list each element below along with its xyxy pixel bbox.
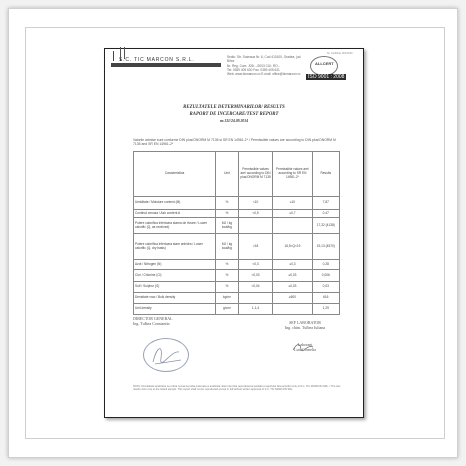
cell: kg/m³ bbox=[216, 293, 239, 304]
table-row bbox=[134, 304, 340, 315]
staple-mark-icon bbox=[120, 47, 125, 59]
cell: 1-1,4 bbox=[238, 304, 273, 315]
table-header-row bbox=[134, 152, 340, 197]
cert-number: Nr. Certificat 10/1/2010 bbox=[327, 52, 353, 55]
cell: MJ / kg kcal/kg bbox=[216, 218, 239, 234]
cert-brand: ALLCERT bbox=[315, 61, 334, 66]
letterhead-bar bbox=[111, 63, 221, 67]
director-signature-block bbox=[133, 317, 173, 326]
cell: % bbox=[216, 270, 239, 282]
director-signature-icon bbox=[149, 340, 185, 370]
cell: ≤0,03 bbox=[273, 270, 312, 282]
cell: ≤0,3 bbox=[273, 260, 312, 270]
col-results: Results bbox=[312, 152, 339, 197]
cell: 7,87 bbox=[312, 197, 339, 210]
director-title: DIRECTOR GENERAL bbox=[133, 316, 173, 321]
lab-head-title: SEF LABORATOR bbox=[289, 320, 321, 325]
cell: ≤10 bbox=[273, 197, 312, 210]
laborant-title: Laborant bbox=[297, 342, 313, 348]
cell: <10 bbox=[238, 197, 273, 210]
table-row bbox=[134, 260, 340, 270]
cell: g/cm³ bbox=[216, 304, 239, 315]
cell: % bbox=[216, 260, 239, 270]
table-row bbox=[134, 293, 340, 304]
cell: 0,006 bbox=[312, 270, 339, 282]
cell: >18 bbox=[238, 234, 273, 260]
test-report-document bbox=[104, 48, 364, 418]
cell: Azot / Nitrogen (N) bbox=[134, 260, 216, 270]
col-characteristic: Caracteristica bbox=[134, 152, 216, 197]
cell: <0,03 bbox=[238, 270, 273, 282]
report-title-line2: RAPORT DE INCERCARE/TEST REPORT bbox=[189, 112, 279, 117]
cell: ≤0,7 bbox=[273, 210, 312, 218]
director-name: Ing. Tulbea Constantin bbox=[133, 320, 170, 326]
cell: 19,13 (4570) bbox=[312, 234, 339, 260]
company-name: S.C. TIC MARCON S.R.L. bbox=[119, 57, 195, 63]
lab-signature-icon bbox=[291, 341, 315, 353]
cell: <0,5 bbox=[238, 210, 273, 218]
cell: ≥600 bbox=[273, 293, 312, 304]
cell: 0,28 bbox=[312, 260, 339, 270]
cell: % bbox=[216, 282, 239, 293]
cell: MJ / kg kcal/kg bbox=[216, 234, 239, 260]
intro-text: Valorile admise sunt conforme DIN plus/ONORM M 7135 si SR EN 14961-2* / Permissible values are according to DIN plus/ONORM M 7135 and SR EN 14961-2* bbox=[133, 138, 336, 147]
cell: <0,04 bbox=[238, 282, 273, 293]
cell: ≤0,03 bbox=[273, 282, 312, 293]
cell: % bbox=[216, 197, 239, 210]
cell: Densitate vrac / Bulk density bbox=[134, 293, 216, 304]
table-row bbox=[134, 270, 340, 282]
lab-head-name: Ing. chim. Tulbea Iuliana bbox=[284, 324, 326, 330]
cell: Unit density bbox=[134, 304, 216, 315]
laborant-name: Luis Cornelia bbox=[294, 346, 316, 352]
cell: Putere calorifica inferioara starea de livrare / Lower calorific (Q, as received) bbox=[134, 218, 216, 234]
cell: 0,47 bbox=[312, 210, 339, 218]
company-address: Sediu: Str. Soseaua Nr. 6, Cod 410100, Oradea, jud. Bihor Nr. Reg. Com: J05/.../2003 CUI: RO... Tel: 0359 405 630 Fax: 0359 405 631 Web: www.ticmarcon.ro E-mail: office@ticmarcon.ro bbox=[227, 55, 302, 77]
table-row bbox=[134, 234, 340, 260]
col-unit: Unit bbox=[216, 152, 239, 197]
cell: 616 bbox=[312, 293, 339, 304]
table-row bbox=[134, 197, 340, 210]
table-row bbox=[134, 218, 340, 234]
footer-note: NOTA: Rezultatele analizelor se refera numai la proba prelevata si analizata. Este interzisa reproducerea partiala a raportului fara acordul scris al S.C. TIC MARCON SRL. / The test results refer only to the tested sample. This report shall not be reproduced except in full without written approval of S.C. TIC MARCON SRL. bbox=[133, 385, 341, 392]
table-row bbox=[134, 282, 340, 293]
cell: 17,32 (4138) bbox=[312, 218, 339, 234]
report-number: nr.131/24.09.2014 bbox=[219, 119, 249, 123]
report-title-line1: REZULTATELE DETERMINARILOR/ RESULTS bbox=[183, 105, 285, 110]
allcert-logo-icon bbox=[310, 56, 338, 76]
col-en14961: Permissible values are/ according to SR EN 14961-2* bbox=[273, 152, 312, 197]
cell: 1,29 bbox=[312, 304, 339, 315]
cell bbox=[238, 218, 273, 234]
col-dinplus: Permissible values are/ according to DIN plus/ONORM M 7135 bbox=[238, 152, 273, 197]
cell: Clor / Chlorine (Cl) bbox=[134, 270, 216, 282]
results-table bbox=[133, 151, 340, 315]
cell: 0,03 bbox=[312, 282, 339, 293]
cell: Putere calorifica inferioara stare anhidra / Lower calorific (Q, dry basis) bbox=[134, 234, 216, 260]
cell: Sulf / Sulphur (S) bbox=[134, 282, 216, 293]
cell bbox=[273, 304, 312, 315]
cell: Continut cenusa / Ash content A bbox=[134, 210, 216, 218]
letterhead bbox=[105, 49, 363, 85]
cell: Umiditate / Moisture content (M) bbox=[134, 197, 216, 210]
iso-badge: ISO 9001 : 2008 bbox=[308, 74, 345, 80]
table-row bbox=[134, 210, 340, 218]
cell: <0,3 bbox=[238, 260, 273, 270]
cell: 16,5<Q<19 bbox=[273, 234, 312, 260]
cell: % bbox=[216, 210, 239, 218]
cell bbox=[238, 293, 273, 304]
cell bbox=[273, 218, 312, 234]
